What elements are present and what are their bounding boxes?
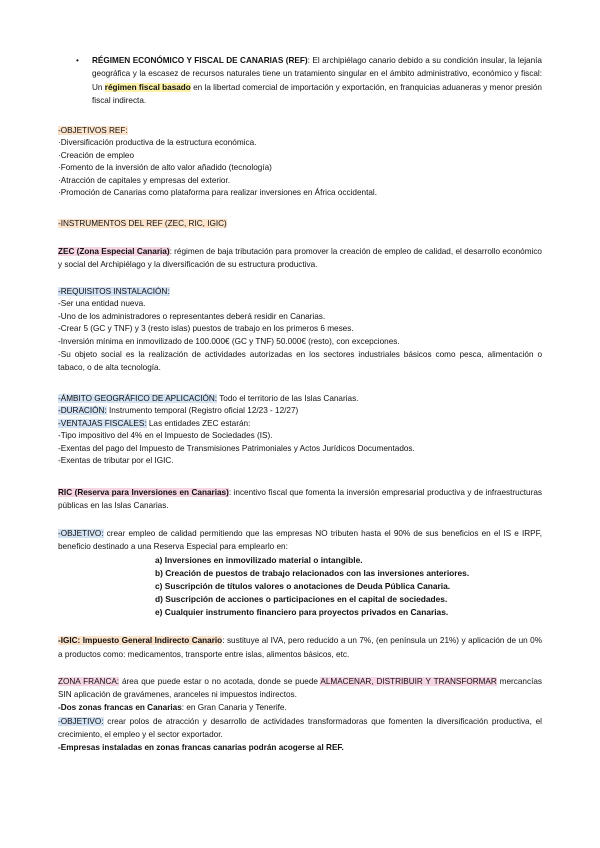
ventajas-heading: -VENTAJAS FISCALES: — [58, 418, 147, 428]
ambito-text: Todo el territorio de las Islas Canarias. — [217, 394, 359, 403]
ric-title: RIC (Reserva para Inversiones en Canarias) — [58, 488, 229, 497]
instrumentos-section — [58, 218, 542, 230]
zona-franca-final: -Empresas instaladas en zonas francas canarias podrán acogerse al REF. — [58, 743, 344, 752]
requisitos-heading: -REQUISITOS INSTALACIÓN: — [58, 287, 170, 296]
list-item: c) Suscripción de títulos valores o anotaciones de Deuda Pública Canaria. — [155, 581, 451, 591]
list-item: -Exentas del pago del Impuesto de Transmisiones Patrimoniales y Actos Jurídicos Documentados. — [58, 443, 415, 453]
list-item: ·Promoción de Canarias como plataforma para realizar inversiones en África occidental. — [58, 188, 378, 198]
ref-text-a: : El archipiélago canario debido a su condición insular, la lejanía geográfica y la escasez de recursos naturales tiene un tratamiento singular en el ámbito administrativo, económico y fiscal: Un — [92, 56, 542, 92]
duracion-heading: -DURACIÓN: — [58, 406, 107, 416]
ref-highlight: régimen fiscal basado — [104, 82, 191, 92]
list-item: -Uno de los administradores o representantes deberá residir en Canarias. — [58, 311, 326, 321]
list-item: d) Suscripción de acciones o participaciones en el capital de sociedades. — [155, 594, 448, 604]
duracion-text: Instrumento temporal (Registro oficial 12/23 - 12/27) — [106, 406, 299, 416]
list-item: -Ser una entidad nueva. — [58, 299, 146, 309]
objetivos-ref-heading: -OBJETIVOS REF: — [58, 126, 128, 135]
zona-franca-text-a: área que puede estar o no acotada, donde se puede — [119, 677, 321, 686]
zec-title: ZEC (Zona Especial Canaria) — [58, 247, 170, 256]
objetivo-ric-heading: -OBJETIVO: — [58, 529, 104, 538]
zona-franca-text-b: mercancías SIN aplicación de gravámenes, aranceles ni impuestos indirectos. — [58, 677, 542, 700]
list-item: -Crear 5 (GC y TNF) y 3 (resto islas) puestos de trabajo en los primeros 6 meses. — [58, 324, 354, 334]
ambito-heading: -ÁMBITO GEOGRÁFICO DE APLICACIÓN: — [58, 394, 218, 403]
ric-destinations-list — [58, 554, 542, 619]
ric-text: : incentivo fiscal que fomenta la inversión empresarial productiva y de infraestructuras públicas en las Islas Canarias. — [58, 488, 542, 511]
zona-franca-objetivo-heading: -OBJETIVO: — [58, 717, 104, 726]
final-line — [58, 742, 542, 754]
list-item: -Inversión mínima en inmovilizado de 100.000€ (GC y TNF) 50.000€ (resto), con excepciones. — [58, 336, 400, 346]
list-item: b) Creación de puestos de trabajo relacionados con las inversiones anteriores. — [155, 568, 470, 578]
objetivo-ric-text: crear empleo de calidad permitiendo que las empresas NO tributen hasta el 90% de sus beneficios en el IS e IRPF, beneficio destinado a una Reserva Especial para emplearlo en: — [58, 529, 542, 552]
list-item: a) Inversiones en inmovilizado material o intangible. — [155, 555, 363, 565]
ric-paragraph — [58, 486, 542, 513]
ref-title: RÉGIMEN ECONÓMICO Y FISCAL DE CANARIAS (REF) — [92, 56, 308, 65]
list-item: ·Atracción de capitales y empresas del exterior. — [58, 175, 231, 185]
list-item: -Tipo impositivo del 4% en el Impuesto de Sociedades (IS). — [58, 431, 273, 441]
zec-text: : régimen de baja tributación para promover la creación de empleo de calidad, el desarrollo económico y social del Archipiélago y la diversificación de su estructura productiva. — [58, 247, 542, 270]
ref-text-b: en la libertad comercial de importación y exportación, en franquicias aduaneras y menor presión fiscal indirecta. — [92, 82, 542, 106]
zona-franca-highlight: ALMACENAR, DISTRIBUIR Y TRANSFORMAR — [320, 677, 497, 686]
ambito-section — [58, 393, 542, 467]
requisitos-section — [58, 286, 542, 375]
ventajas-text: Las entidades ZEC estarán: — [146, 418, 251, 428]
instrumentos-heading: -INSTRUMENTOS DEL REF (ZEC, RIC, IGIC) — [58, 219, 227, 228]
bullet-marker: • — [76, 56, 79, 65]
list-item: ·Fomento de la inversión de alto valor añadido (tecnología) — [58, 163, 272, 173]
zonas-bold: -Dos zonas francas en Canarias — [58, 703, 182, 712]
ref-paragraph — [76, 54, 542, 108]
zec-paragraph — [58, 245, 542, 272]
zona-franca-objetivo — [58, 715, 542, 742]
list-item: e) Cualquier instrumento financiero para proyectos privados en Canarias. — [155, 607, 449, 617]
objetivos-ref-section — [58, 125, 542, 199]
zona-franca-heading: ZONA FRANCA: — [58, 677, 120, 686]
zona-franca-paragraph — [58, 675, 542, 702]
igic-title: -IGIC: Impuesto General Indirecto Canario — [58, 636, 223, 645]
igic-paragraph — [58, 634, 542, 663]
zonas-text: : en Gran Canaria y Tenerife. — [181, 703, 287, 712]
list-item: ·Creación de empleo — [58, 150, 135, 160]
zonas-line — [58, 702, 542, 714]
list-item: -Exentas de tributar por el IGIC. — [58, 456, 174, 466]
list-item: ·Diversificación productiva de la estructura económica. — [58, 138, 257, 148]
objetivo-ric-paragraph — [58, 527, 542, 554]
igic-text: : sustituye al IVA, pero reducido a un 7%, (en península un 21%) y aplicación de un 0% a productos como: medicamentos, transporte entre islas, alimentos básicos, etc. — [58, 636, 542, 660]
zona-franca-objetivo-text: crear polos de atracción y desarrollo de actividades transformadoras que fomenten la diversificación productiva, el crecimiento, el empleo y el sector exportador. — [58, 717, 542, 740]
list-item: -Su objeto social es la realización de actividades autorizadas en los sectores industriales básicos como pesca, alimentación o tabaco, o de alta tecnología. — [58, 350, 542, 373]
